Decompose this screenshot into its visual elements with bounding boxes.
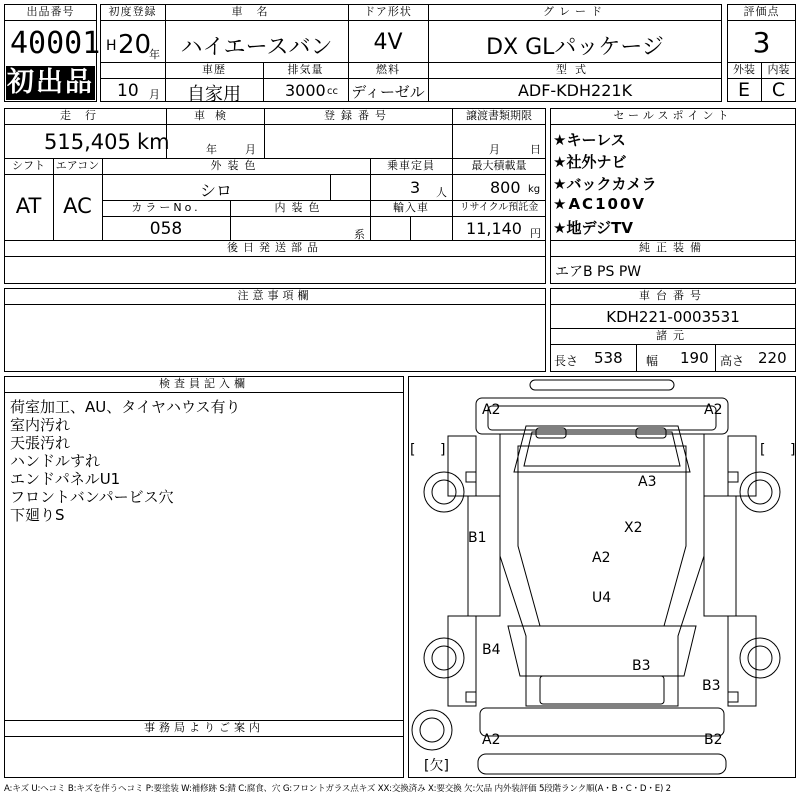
first-reg-year-unit: 年 (149, 48, 160, 61)
transfer-day-unit: 日 (530, 143, 541, 156)
inspector-line: ハンドルすれ (10, 452, 101, 470)
damage-mark: B2 (704, 732, 723, 748)
displacement-unit: cc (327, 86, 338, 97)
sales-point-item: ★キーレス (553, 131, 626, 149)
damage-mark: A2 (592, 550, 611, 566)
door-value: 4V (373, 30, 403, 55)
bracket-right: [ (760, 442, 766, 458)
int-score-value: C (771, 79, 786, 101)
color-no-value: 058 (149, 219, 183, 239)
damage-mark: A2 (704, 402, 723, 418)
inspection-month-unit: 月 (245, 143, 256, 156)
model-label: 型式 (556, 63, 594, 76)
int-color-label: 内装色 (274, 201, 326, 214)
first-listing-badge: 初出品 (7, 67, 94, 98)
damage-mark: X2 (624, 520, 643, 536)
bracket-left-close: ] (440, 442, 446, 458)
grade-value: DX GLパッケージ (486, 35, 664, 60)
inspection-label: 車検 (194, 109, 236, 122)
sales-point-item: ★バックカメラ (553, 175, 657, 193)
damage-mark: B3 (632, 658, 651, 674)
history-value: 自家用 (187, 84, 241, 105)
first-reg-year: 20 (118, 30, 152, 60)
damage-mark: B4 (482, 642, 501, 658)
sales-point-item: ★地デジTV (553, 219, 633, 237)
length-value: 538 (594, 349, 623, 367)
reg-number-label: 登録番号 (324, 109, 392, 122)
door-label: ドア形状 (364, 5, 412, 18)
height-label: 高さ (720, 354, 745, 368)
length-label: 長さ (554, 354, 579, 368)
height-value: 220 (758, 349, 787, 367)
inspector-label: 検査員記入欄 (159, 377, 249, 390)
inspection-year-unit: 年 (206, 143, 217, 156)
lot-label: 出品番号 (26, 5, 75, 18)
mileage-label: 走行 (60, 109, 110, 122)
sales-point-item: ★AC100V (553, 195, 646, 213)
capacity-label: 乗車定員 (387, 159, 435, 172)
shift-label: シフト (12, 159, 45, 172)
equipment-label: 純正装備 (639, 241, 707, 254)
ext-score-value: E (737, 79, 750, 101)
chassis-value: KDH221-0003531 (606, 308, 740, 326)
inspector-line: 荷室加工、AU、タイヤハウス有り (10, 398, 241, 416)
fuel-label: 燃料 (376, 63, 400, 76)
displacement-label: 排気量 (287, 63, 324, 76)
damage-mark: B3 (702, 678, 721, 694)
transfer-month-unit: 月 (489, 143, 500, 156)
damage-mark: A2 (482, 732, 501, 748)
sales-point-item: ★社外ナビ (553, 153, 627, 171)
later-parts-label: 後日発送部品 (227, 241, 323, 254)
ext-score-label: 外装 (733, 63, 755, 76)
recycle-unit: 円 (530, 227, 541, 240)
inspector-line: フロントバンパービス穴 (10, 488, 174, 506)
legend-text: A:キズ U:ヘコミ B:キズを伴うヘコミ P:要塗装 W:補修跡 S:錆 C:腐食、穴 G:フロントガラス点キズ XX:交換済み X:要交換 欠:欠品 内外装評価 5段階ランク順(A・B・C・D・E) 2 (4, 784, 671, 794)
bracket-left: [ (410, 442, 416, 458)
import-label: 輸入車 (393, 201, 429, 214)
bracket-right-close: ] (790, 442, 796, 458)
int-color-suffix: 系 (354, 228, 365, 241)
car-diagram (408, 376, 796, 778)
car-name-label: 車名 (231, 5, 282, 18)
dims-label: 諸元 (656, 329, 690, 342)
lot-number: 40001 (10, 26, 101, 61)
max-load-label: 最大積載量 (471, 159, 527, 172)
displacement-value: 3000 (285, 81, 326, 100)
missing-mark: [欠] (424, 758, 449, 774)
aircon-label: エアコン (55, 159, 100, 172)
mileage-unit: km (137, 130, 170, 154)
first-reg-month: 10 (117, 81, 139, 101)
max-load-value: 800 (490, 178, 521, 197)
damage-mark: A3 (638, 474, 657, 490)
damage-mark: U4 (592, 590, 612, 606)
transfer-label: 譲渡書類期限 (466, 109, 532, 122)
damage-mark: B1 (468, 530, 487, 546)
inspector-line: 天張汚れ (10, 434, 71, 452)
score-label: 評価点 (743, 5, 780, 18)
width-label: 幅 (646, 354, 659, 368)
grade-label: グレード (543, 5, 607, 18)
fuel-value: ディーゼル (351, 83, 425, 101)
model-value: ADF-KDH221K (517, 81, 633, 100)
ext-color-label: 外装色 (210, 159, 262, 172)
equipment-value: エアB PS PW (555, 264, 642, 280)
recycle-value: 11,140 (466, 219, 522, 238)
recycle-label: リサイクル預託金 (459, 202, 539, 213)
history-label: 車歴 (202, 63, 226, 76)
first-reg-label: 初度登録 (108, 5, 157, 18)
width-value: 190 (680, 349, 709, 367)
color-no-label: カラーNo. (131, 201, 201, 214)
score-value: 3 (752, 26, 771, 59)
car-name-value: ハイエースバン (180, 35, 333, 60)
capacity-unit: 人 (436, 186, 447, 199)
inspector-line: エンドパネルU1 (10, 470, 121, 488)
notes-label: 注意事項欄 (237, 289, 313, 302)
inspector-line: 室内汚れ (10, 416, 71, 434)
int-score-label: 内装 (767, 63, 790, 76)
max-load-unit: kg (528, 184, 541, 195)
shift-value: AT (15, 194, 42, 218)
sales-points-label: セールスポイント (613, 109, 733, 122)
chassis-label: 車台番号 (639, 289, 707, 302)
inspector-line: 下廻りS (10, 506, 65, 524)
first-reg-month-unit: 月 (149, 88, 160, 101)
office-label: 事務局よりご案内 (144, 721, 264, 734)
capacity-value: 3 (410, 178, 421, 197)
first-reg-era: H (106, 38, 117, 54)
damage-mark: A2 (482, 402, 501, 418)
aircon-value: AC (63, 194, 92, 218)
ext-color-value: シロ (199, 181, 232, 200)
mileage-value: 515,405 (44, 130, 131, 154)
